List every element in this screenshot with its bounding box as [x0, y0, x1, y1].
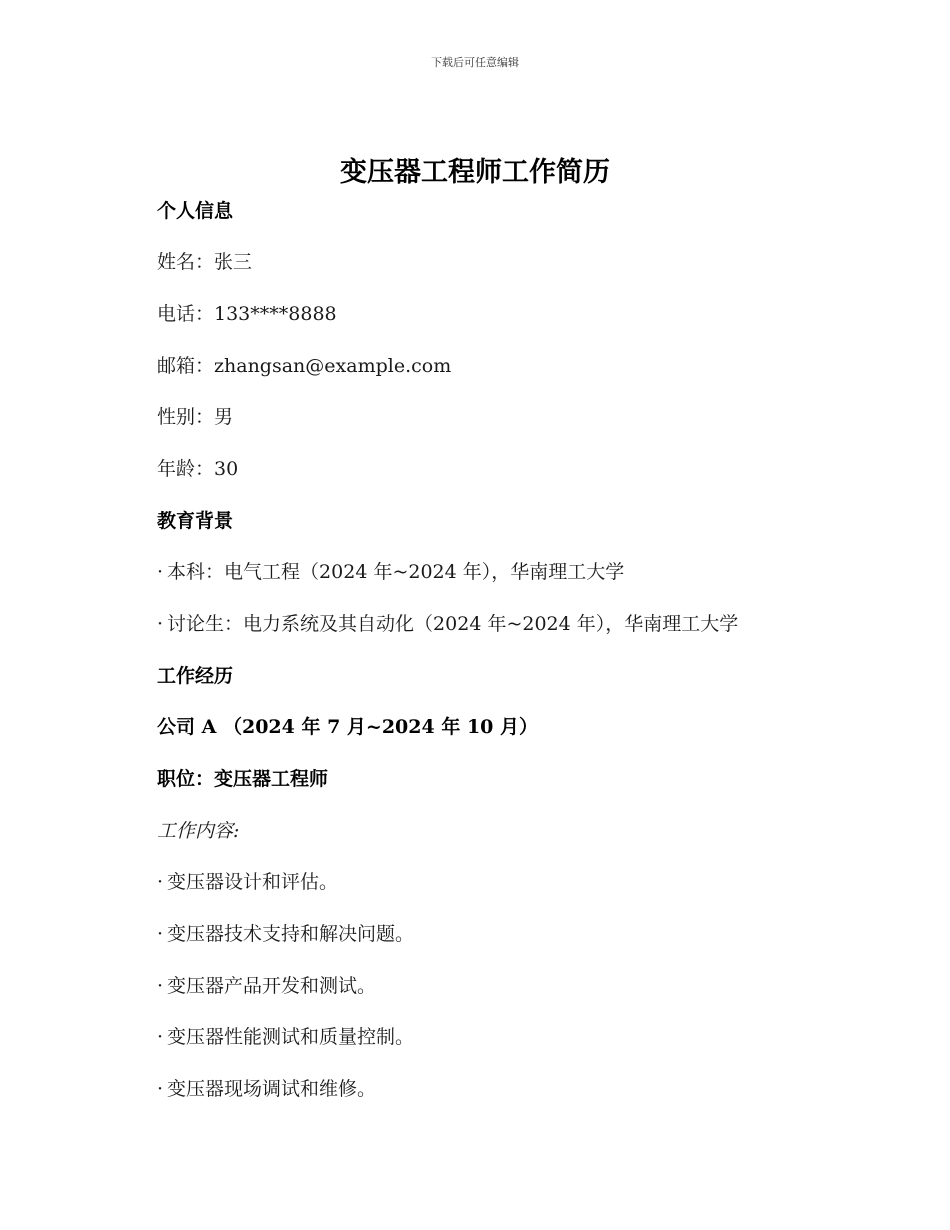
document-title: 变压器工程师工作简历: [340, 157, 610, 188]
bullet-icon: ·: [157, 923, 164, 945]
bullet-icon: ·: [157, 1026, 164, 1048]
duty-item: · 变压器技术支持和解决问题。: [157, 923, 415, 945]
personal-email: 邮箱：zhangsan@example.com: [157, 355, 452, 377]
work-position: 职位：变压器工程师: [157, 768, 329, 790]
duty-item: · 变压器产品开发和测试。: [157, 975, 377, 997]
section-heading-work: 工作经历: [157, 665, 234, 687]
bullet-icon: ·: [157, 1078, 164, 1100]
work-company: 公司 A （2024 年 7 月~2024 年 10 月）: [157, 716, 539, 738]
personal-age: 年龄：30: [157, 458, 239, 480]
duty-item: · 变压器性能测试和质量控制。: [157, 1026, 415, 1048]
personal-gender: 性别：男: [157, 406, 234, 428]
duty-item: · 变压器现场调试和维修。: [157, 1078, 377, 1100]
bullet-icon: ·: [157, 871, 164, 893]
duty-item: · 变压器设计和评估。: [157, 871, 339, 893]
work-content-label: 工作内容:: [157, 820, 240, 842]
bullet-icon: ·: [157, 561, 164, 583]
header-note: 下载后可任意编辑: [431, 56, 519, 69]
section-heading-education: 教育背景: [157, 510, 234, 532]
section-heading-personal: 个人信息: [157, 200, 234, 222]
education-item: · 讨论生：电力系统及其自动化（2024 年~2024 年），华南理工大学: [157, 613, 739, 635]
bullet-icon: ·: [157, 975, 164, 997]
education-item: · 本科：电气工程（2024 年~2024 年），华南理工大学: [157, 561, 625, 583]
bullet-icon: ·: [157, 613, 164, 635]
personal-name: 姓名：张三: [157, 251, 253, 273]
personal-phone: 电话：133****8888: [157, 303, 337, 325]
